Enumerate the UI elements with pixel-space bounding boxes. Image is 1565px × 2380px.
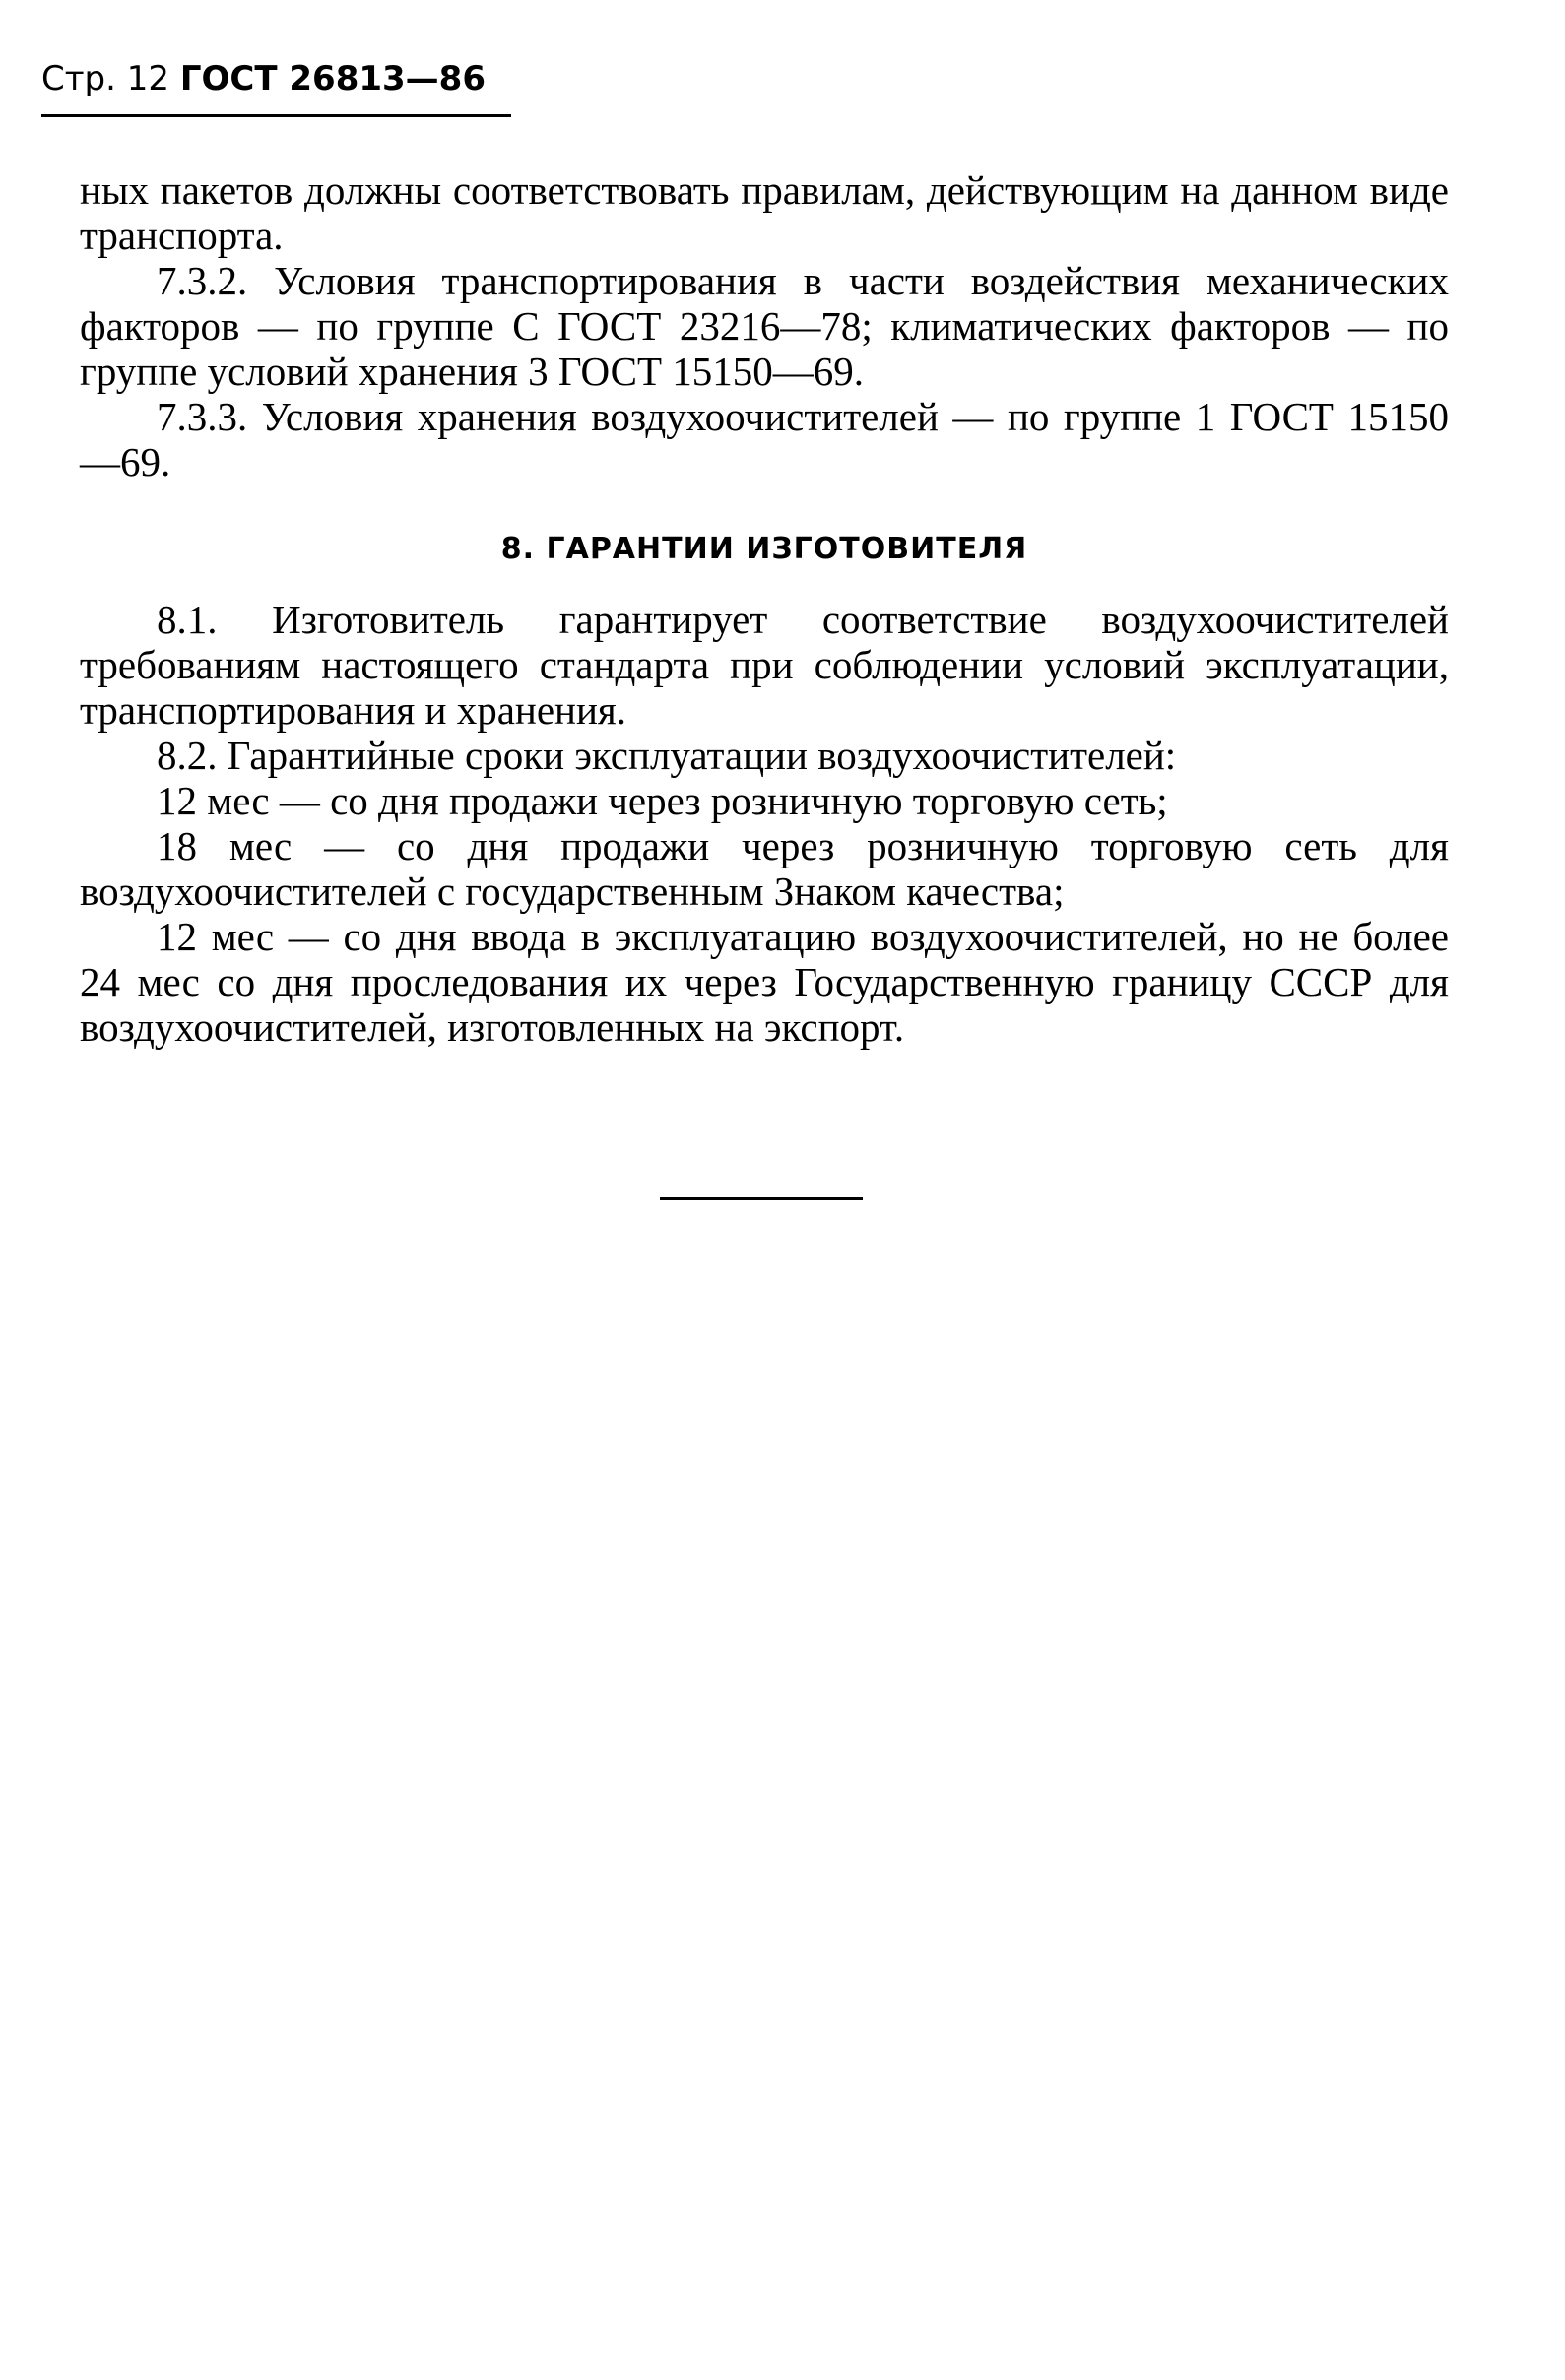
page-number: Стр. 12 [41,59,170,98]
paragraph-8-1: 8.1. Изготовитель гарантирует соответствие воздухоочистителей требованиям настоящего стандарта при соблюдении условий эксплуатации, транспортирования и хранения. [80,597,1449,733]
warranty-item-export: 12 мес — со дня ввода в эксплуатацию воздухоочистителей, но не более 24 мес со дня проследования их через Государственную границу СССР для воздухоочистителей, изготовленных на экспорт. [80,914,1449,1050]
document-body [80,167,1449,1050]
end-rule [660,1197,863,1200]
section-title: 8. ГАРАНТИИ ИЗГОТОВИТЕЛЯ [500,532,1028,566]
warranty-item-retail: 12 мес — со дня продажи через розничную торговую сеть; [157,778,1168,823]
warranty-item-quality-mark: 18 мес — со дня продажи через розничную торговую сеть для воздухоочистителей с государственным Знаком качества; [80,823,1449,914]
paragraph-continuation: ных пакетов должны соответствовать правилам, действующим на данном виде транспорта. [80,167,1449,258]
page-header [41,59,486,98]
paragraph-8-2: 8.2. Гарантийные сроки эксплуатации воздухоочистителей: [157,733,1177,778]
paragraph-7-3-3: 7.3.3. Условия хранения воздухоочистителей — по группе 1 ГОСТ 15150—69. [80,394,1449,484]
header-rule [41,114,511,117]
standard-number: ГОСТ 26813—86 [179,59,486,98]
paragraph-7-3-2: 7.3.2. Условия транспортирования в части воздействия механических факторов — по группе С ГОСТ 23216—78; климатических факторов — по группе условий хранения 3 ГОСТ 15150—69. [80,258,1449,394]
